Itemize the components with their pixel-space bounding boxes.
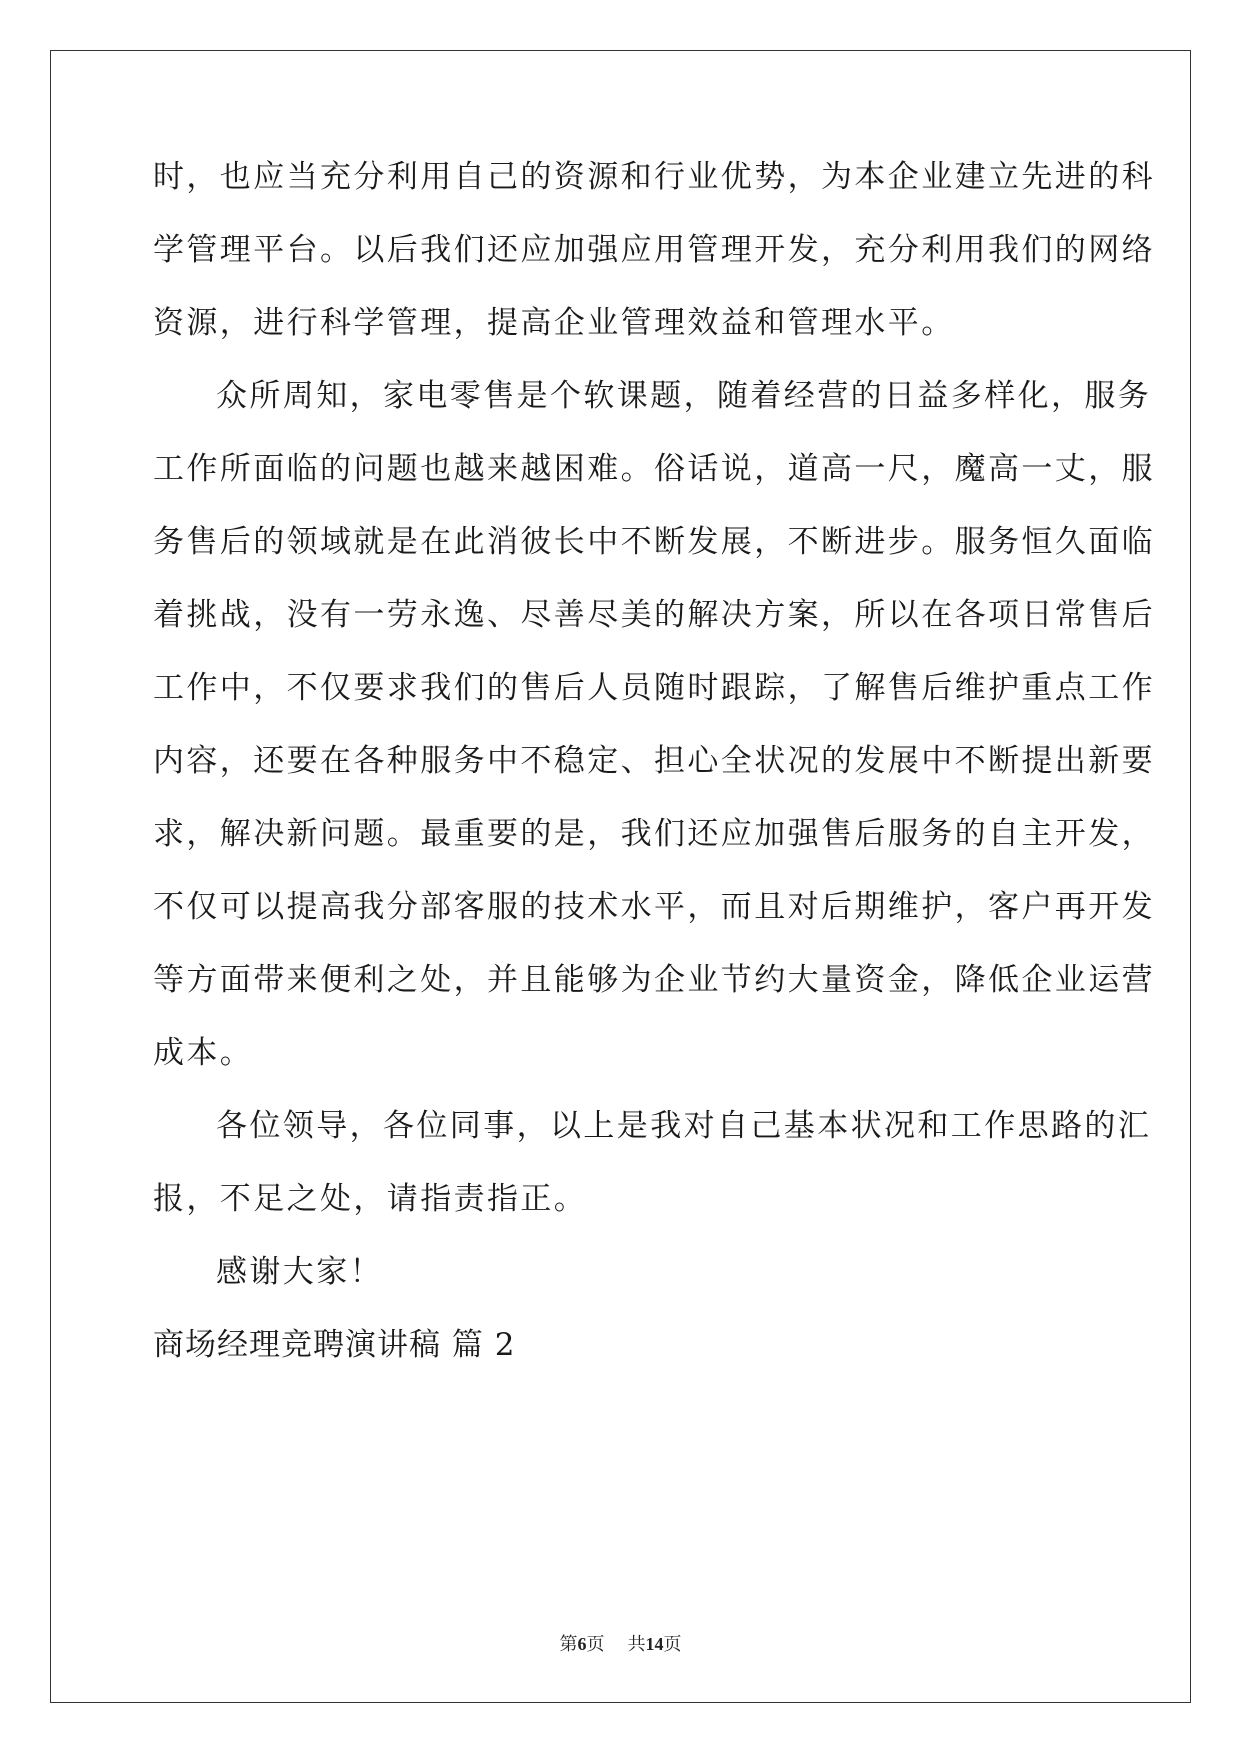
paragraph-2-line-1: 众所周知，家电零售是个软课题，随着经营的日益多样化，服务 [216, 378, 1152, 414]
paragraph-2-line-2: 工作所面临的问题也越来越困难。俗话说，道高一尺，魔高一丈，服 [153, 451, 1155, 487]
paragraph-2-line-5: 工作中，不仅要求我们的售后人员随时跟踪，了解售后维护重点工作 [153, 670, 1155, 706]
paragraph-2-line-4: 着挑战，没有一劳永逸、尽善尽美的解决方案，所以在各项日常售后 [153, 597, 1155, 633]
footer-prefix: 第 [559, 1634, 578, 1655]
page-border [50, 50, 1191, 1703]
footer-page-label: 页 [586, 1634, 605, 1655]
paragraph-2-line-9: 等方面带来便利之处，并且能够为企业节约大量资金，降低企业运营 [153, 962, 1155, 998]
paragraph-1-line-2: 学管理平台。以后我们还应加强应用管理开发，充分利用我们的网络 [153, 232, 1155, 268]
footer-current-page: 6 [577, 1634, 587, 1654]
paragraph-2-line-7: 求，解决新问题。最重要的是，我们还应加强售后服务的自主开发， [153, 816, 1155, 852]
paragraph-4-line-1: 感谢大家！ [216, 1254, 383, 1290]
footer-total-label: 页 [663, 1634, 682, 1655]
footer-total-pages: 14 [645, 1634, 664, 1654]
paragraph-2-line-6: 内容，还要在各种服务中不稳定、担心全状况的发展中不断提出新要 [153, 743, 1155, 779]
paragraph-1-line-3: 资源，进行科学管理，提高企业管理效益和管理水平。 [153, 305, 955, 341]
page-footer [0, 1633, 1241, 1656]
paragraph-2-line-10: 成本。 [153, 1035, 254, 1071]
paragraph-3-line-1: 各位领导，各位同事，以上是我对自己基本状况和工作思路的汇 [216, 1108, 1152, 1144]
paragraph-3-line-2: 报，不足之处，请指责指正。 [153, 1181, 588, 1217]
section-heading: 商场经理竞聘演讲稿 篇 2 [153, 1327, 516, 1363]
paragraph-2-line-8: 不仅可以提高我分部客服的技术水平，而且对后期维护，客户再开发 [153, 889, 1155, 925]
paragraph-2-line-3: 务售后的领域就是在此消彼长中不断发展，不断进步。服务恒久面临 [153, 524, 1155, 560]
paragraph-1-line-1: 时，也应当充分利用自己的资源和行业优势，为本企业建立先进的科 [153, 159, 1155, 195]
footer-total-prefix: 共 [627, 1634, 646, 1655]
